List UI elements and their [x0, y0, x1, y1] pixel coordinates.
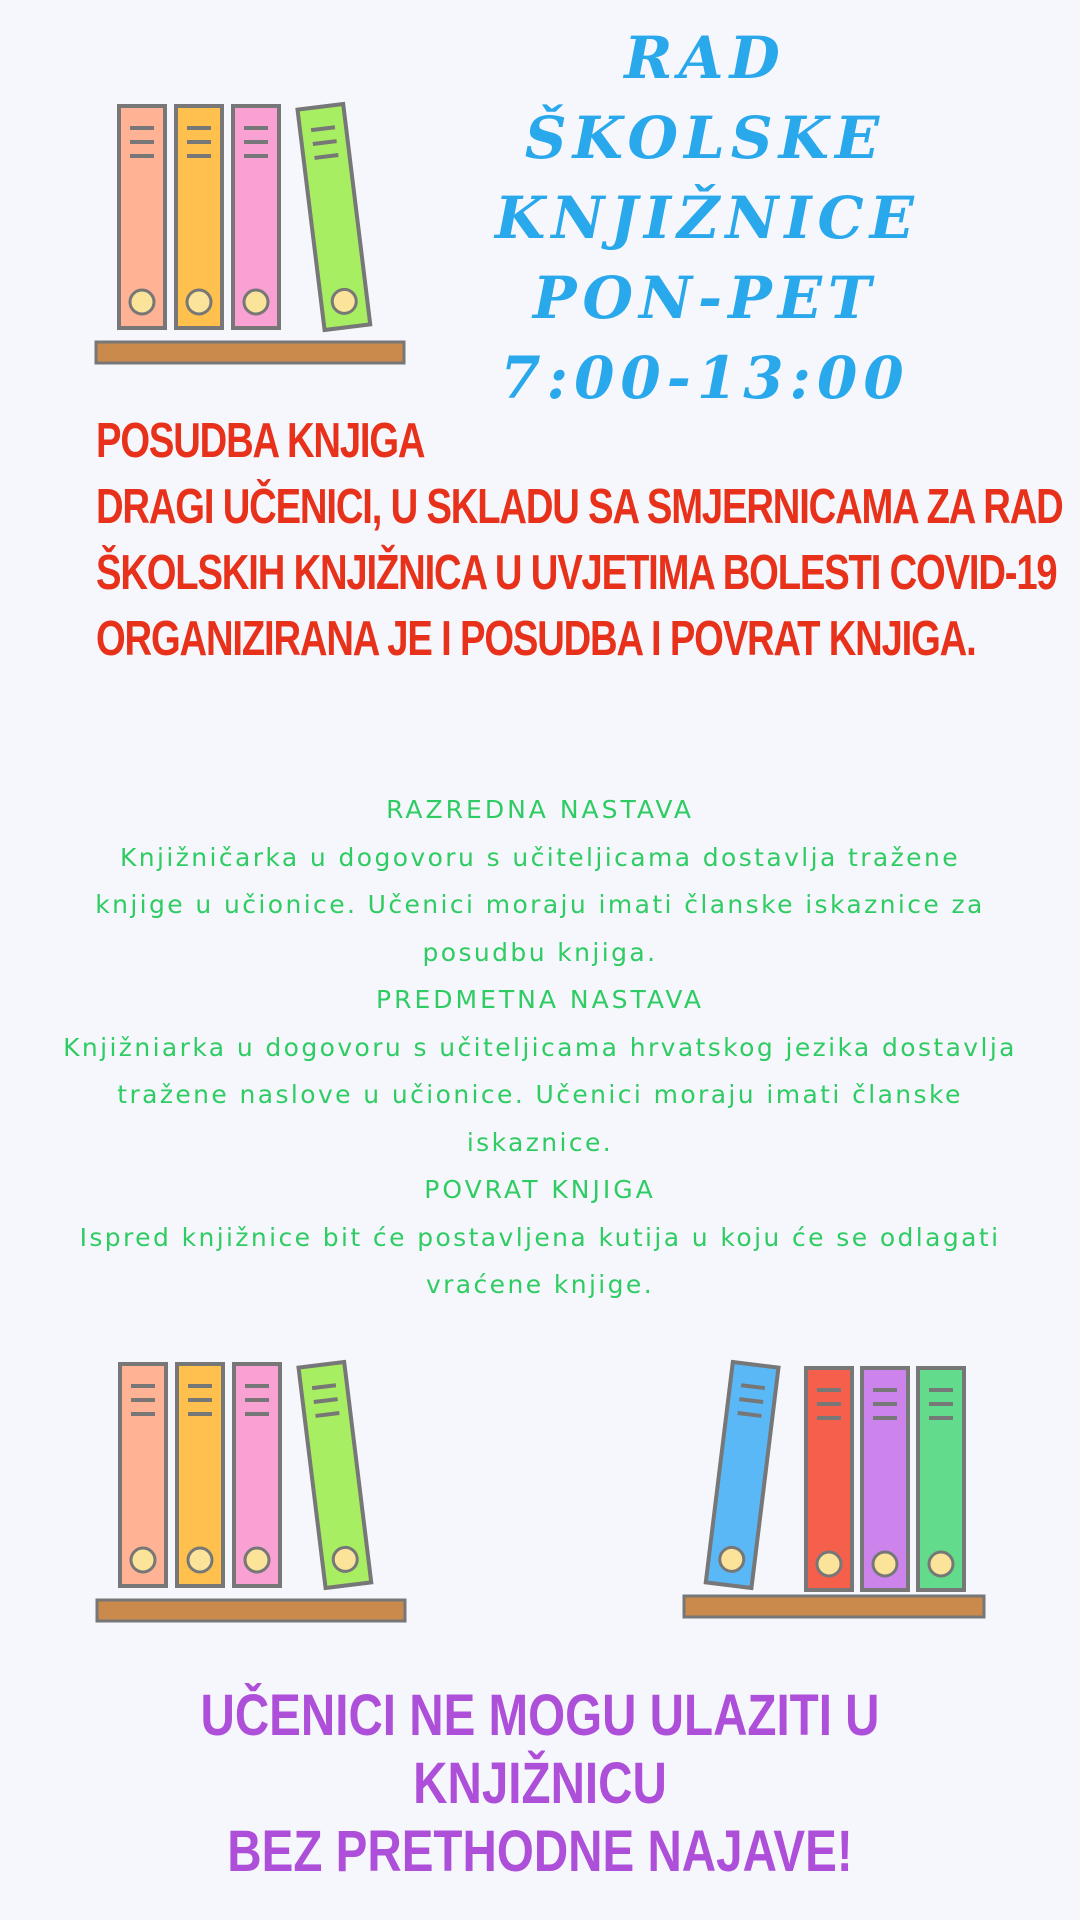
book-icon — [862, 1368, 908, 1590]
book-icon — [706, 1362, 779, 1588]
bookshelf-illustration-top — [94, 98, 410, 368]
book-icon — [299, 1362, 372, 1588]
book-icon — [918, 1368, 964, 1590]
book-icon — [120, 1364, 166, 1586]
povrat-text-line: Ispred knjižnice bit će postavljena kutija u koju će se odlagati — [79, 1222, 1001, 1252]
predmetna-text-line: iskaznice. — [466, 1127, 614, 1157]
razredna-text-line: Knjižničarka u dogovoru s učiteljicama dostavlja tražene — [120, 842, 960, 872]
hours-line: 7:00-13:00 — [500, 344, 910, 412]
book-icon — [176, 106, 222, 328]
predmetna-nastava-heading: PREDMETNA NASTAVA — [376, 985, 704, 1014]
notice-line: ŠKOLSKIH KNJIŽNICA U UVJETIMA BOLESTI COVID-19 — [96, 546, 1057, 600]
bookshelf-illustration-bottom-left — [95, 1356, 411, 1626]
bookshelf-illustration-bottom-right — [682, 1356, 998, 1626]
razredna-text-line: knjige u učionice. Učenici moraju imati članske iskaznice za — [95, 890, 985, 919]
hours-line: KNJIŽNICE — [495, 184, 920, 252]
notice-line: DRAGI UČENICI, U SKLADU SA SMJERNICAMA ZA RAD — [96, 480, 1063, 534]
instructions-section — [10, 786, 1070, 1309]
predmetna-text-line: tražene naslove u učionice. Učenici moraju imati članske — [117, 1080, 963, 1109]
razredna-nastava-heading: RAZREDNA NASTAVA — [386, 795, 694, 824]
hours-line: RAD — [624, 24, 786, 92]
notice-heading: POSUDBA KNJIGA — [96, 414, 425, 468]
book-icon — [298, 104, 371, 330]
hours-line: ŠKOLSKE — [524, 104, 886, 172]
predmetna-text-line: Knjižniarka u dogovoru s učiteljicama hrvatskog jezika dostavlja — [63, 1032, 1017, 1062]
book-icon — [119, 106, 165, 328]
borrowing-notice — [96, 408, 1063, 672]
warning-line: UČENICI NE MOGU ULAZITI U KNJIŽNICU — [200, 1683, 880, 1816]
hours-line: PON-PET — [532, 264, 878, 332]
povrat-knjiga-heading: POVRAT KNJIGA — [424, 1175, 656, 1204]
book-icon — [233, 106, 279, 328]
book-icon — [234, 1364, 280, 1586]
book-icon — [177, 1364, 223, 1586]
book-icon — [806, 1368, 852, 1590]
razredna-text-line: posudbu knjiga. — [422, 937, 658, 967]
library-hours-title — [495, 18, 920, 418]
povrat-text-line: vraćene knjige. — [425, 1270, 655, 1299]
warning-line: BEZ PRETHODNE NAJAVE! — [227, 1819, 853, 1884]
notice-line: ORGANIZIRANA JE I POSUDBA I POVRAT KNJIGA. — [96, 612, 976, 666]
entry-warning — [0, 1682, 1080, 1886]
